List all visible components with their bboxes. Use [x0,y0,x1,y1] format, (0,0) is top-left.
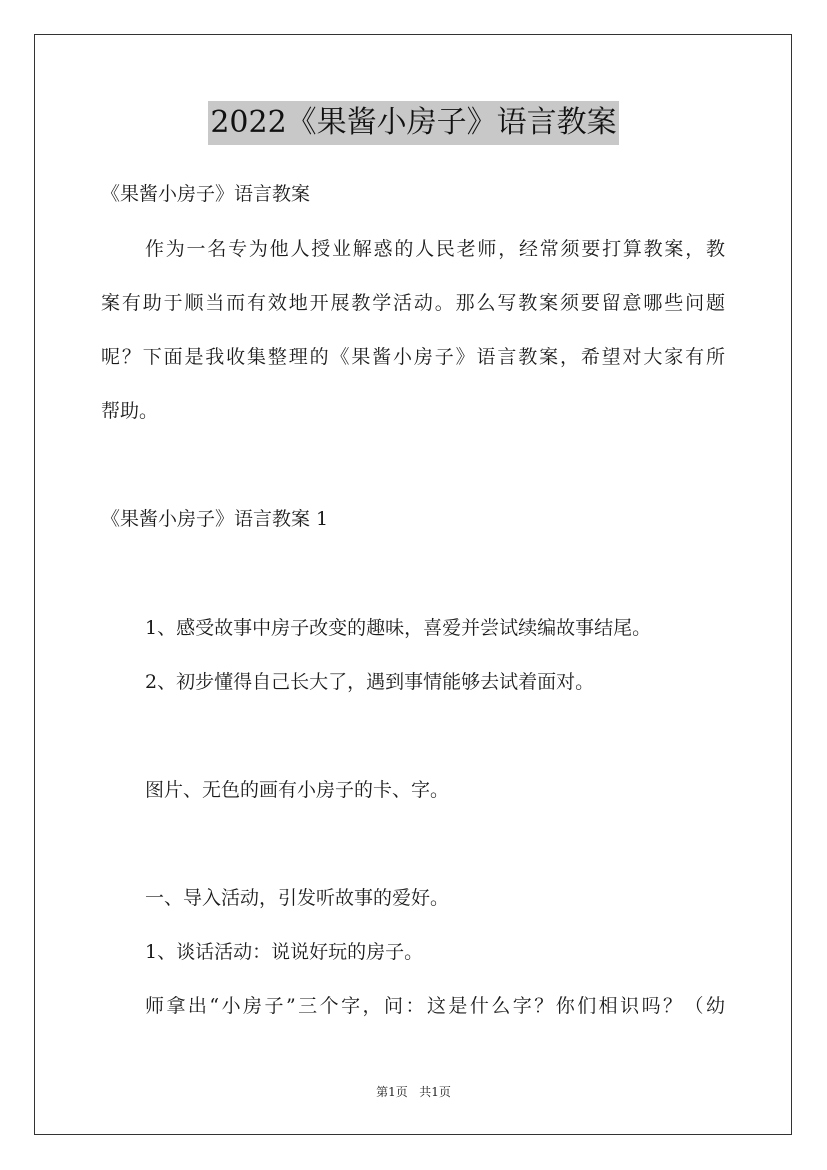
intro-line-4: 帮助。 [101,400,159,422]
document-title: 2022《果酱小房子》语言教案 [208,101,618,145]
section-heading: 《果酱小房子》语言教案 1 [101,508,329,530]
page-total: 共1页 [419,1085,451,1099]
intro-line-2: 案有助于顺当而有效地开展教学活动。那么写教案须要留意哪些问题 [101,292,725,314]
intro-line-3: 呢？下面是我收集整理的《果酱小房子》语言教案，希望对大家有所 [101,346,725,368]
intro-line-1: 作为一名专为他人授业解惑的人民老师，经常须要打算教案，教 [145,238,725,260]
materials-line: 图片、无色的画有小房子的卡、字。 [145,779,450,801]
page-number: 第1页 [376,1085,408,1099]
document-subtitle: 《果酱小房子》语言教案 [101,183,311,205]
page-footer [0,1083,827,1101]
goal-item-1: 1、感受故事中房子改变的趣味，喜爱并尝试续编故事结尾。 [145,617,652,639]
goal-item-2: 2、初步懂得自己长大了，遇到事情能够去试着面对。 [145,671,595,693]
title-container [0,101,827,145]
process-step-1: 一、导入活动，引发听故事的爱好。 [145,887,450,909]
process-step-2: 1、谈话活动：说说好玩的房子。 [145,941,424,963]
process-step-3: 师拿出“小房子”三个字，问：这是什么字？你们相识吗？（幼 [145,995,725,1017]
